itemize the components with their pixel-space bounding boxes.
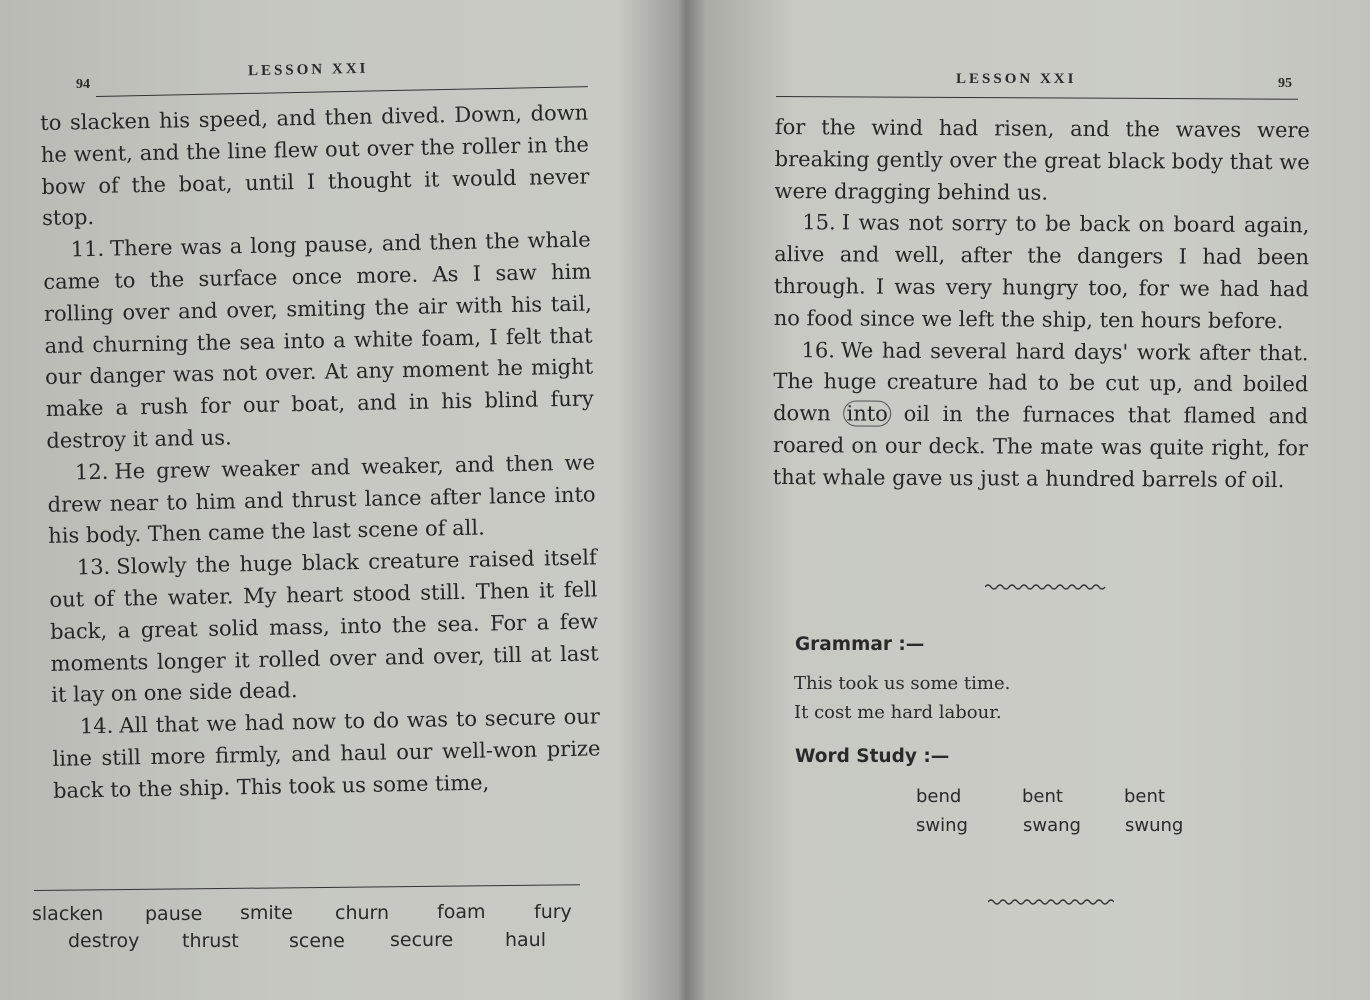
vocab-word: fury: [534, 901, 572, 923]
footer-rule: [34, 884, 580, 891]
left-header-rule: [96, 86, 588, 97]
paragraph-text: oil in the furnaces that flamed and roared on our deck. The mate was quite right, for that whale gave us just a hundred barrels of oil.: [772, 401, 1309, 492]
vocab-word: scene: [289, 930, 345, 952]
paragraph-text: for the wind had risen, and the waves were breaking gently over the great black body that we were dragging behind us.: [774, 114, 1310, 205]
right-page-header: LESSON XXI: [956, 71, 1077, 87]
paragraph-number: 15.: [802, 210, 836, 235]
paragraph-14: [52, 702, 602, 808]
paragraph-number: 16.: [801, 337, 836, 362]
paragraph-16: [773, 335, 1309, 497]
left-page-header: LESSON XXI: [247, 60, 369, 80]
left-page-body: [40, 97, 601, 807]
vocab-word: secure: [390, 929, 454, 951]
paragraph-15: [774, 207, 1310, 337]
vocab-word: churn: [335, 902, 390, 924]
vocab-word: slacken: [32, 903, 104, 925]
vocab-word: thrust: [182, 930, 239, 952]
right-paragraph-continued: [774, 112, 1310, 211]
grammar-example: This took us some time.: [794, 673, 1011, 694]
paragraph-text: There was a long pause, and then the whale came to the surface once more. As I saw him rolling over and over, smiting the air with his tail, and churning the sea into a white foam, I felt that our danger was not over. At any moment he might make a rush for our boat, and in his blind fury destroy it and us.: [43, 227, 594, 453]
decorative-squiggle-bottom: [988, 897, 1114, 907]
word-study-item: swang: [1023, 815, 1081, 836]
grammar-label: Grammar :—: [795, 634, 925, 655]
paragraph-number: 13.: [76, 554, 111, 580]
paragraph-text: to slacken his speed, and then dived. Down, down he went, and the line flew out over the roller in the bow of the boat, until I thought it would never stop.: [40, 100, 590, 231]
paragraph-number: 14.: [79, 713, 114, 739]
right-page-number: 95: [1278, 76, 1292, 91]
word-study-label: Word Study :—: [795, 746, 950, 767]
paragraph-11: [42, 225, 594, 458]
grammar-example: It cost me hard labour.: [794, 702, 1002, 723]
paragraph-number: 12.: [74, 459, 109, 485]
right-page-body: [773, 112, 1310, 497]
vocab-word: destroy: [68, 930, 140, 952]
paragraph-text: I was not sorry to be back on board again, alive and well, after the dangers I had been through. I was very hungry too, for we had had no food since we left the ship, ten hours before.: [773, 210, 1310, 333]
word-study-item: swung: [1125, 815, 1184, 836]
vocab-word: pause: [145, 903, 203, 925]
paragraph-13: [49, 543, 600, 712]
word-study-item: swing: [916, 815, 968, 836]
paragraph-text: All that we had now to do was to secure our line still more firmly, and haul our well-won prize back to the ship. This took us some time,: [52, 704, 601, 803]
word-study-item: bent: [1022, 786, 1063, 807]
left-paragraph-continued: [40, 97, 590, 235]
left-page-number: 94: [76, 77, 90, 92]
decorative-squiggle-top: [985, 582, 1109, 592]
word-study-item: bend: [916, 786, 962, 807]
paragraph-text: He grew weaker and weaker, and then we drew near to him and thrust lance after lance into his body. Then came the last scene of all.: [47, 450, 596, 549]
right-header-rule: [776, 96, 1298, 100]
vocab-word: haul: [505, 929, 547, 951]
paragraph-12: [47, 447, 597, 553]
vocab-word: foam: [437, 901, 486, 923]
paragraph-text: We had several hard days' work after that. The huge creature had to be cut up, and boiled down: [773, 337, 1309, 426]
paragraph-number: 11.: [70, 236, 105, 262]
left-page: [0, 0, 680, 1000]
paragraph-text: Slowly the huge black creature raised itself out of the water. My heart stood still. Then it fell back, a great solid mass, into the sea. For a few moments longer it rolled over and over, till at last it lay on one side dead.: [49, 545, 599, 708]
circled-word: into: [843, 401, 890, 427]
word-study-item: bent: [1124, 786, 1165, 807]
vocab-word: smite: [240, 902, 293, 924]
